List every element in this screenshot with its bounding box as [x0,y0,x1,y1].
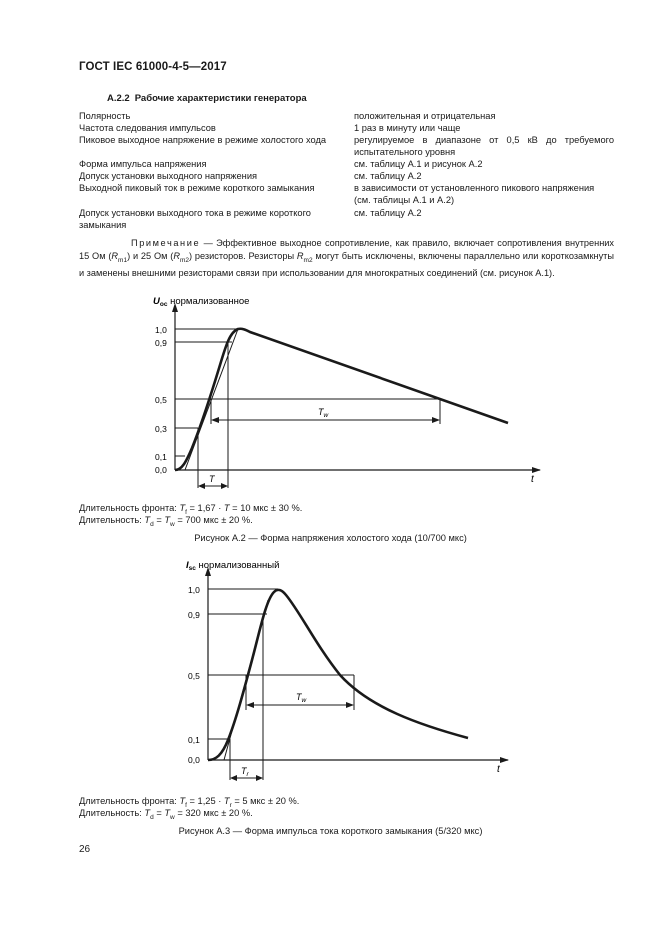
tick-label: 0,0 [155,465,167,475]
caption-subscript: f [185,801,187,809]
spec-value: регулируемое в диапазоне от 0,5 кВ до требуемого [354,135,614,145]
x-axis-arrow [500,757,509,763]
y-axis-label: $U_{oc}$ нормализованное [153,296,250,308]
x-axis-label: t [497,764,500,775]
fig-a3-caption-front [79,796,299,809]
tr-arrow-left [230,775,237,781]
spec-value: в зависимости от установленного пикового напряжения [354,183,595,193]
caption-subscript: d [150,520,154,528]
caption-text: Длительность фронта: [79,503,180,513]
tick-label: 0,0 [188,755,200,765]
tick-label: 0,1 [188,735,200,745]
figure-a2-diagram [0,292,661,492]
note-symbol: R [173,250,180,261]
note-text: Эффективное выходное сопротивление, как правило, включает сопротивления внутренних 15 Ом ( [79,238,614,261]
note-text: могут быть исключены, включены параллельно или короткозамкнуты и заменены внешними резисторами связи при использовании для многократных соединений (см. рисунок А.1). [79,250,614,279]
caption-text: Длительность: [79,515,145,525]
note-dash: — [200,238,217,248]
standard-header: ГОСТ IEC 61000-4-5—2017 [79,61,227,73]
caption-subscript: r [229,801,232,809]
caption-text: Длительность: [79,808,145,818]
section-heading [107,93,307,104]
spec-param: Пиковое выходное напряжение в режиме холостого хода [79,135,327,145]
caption-symbol: T [164,515,171,525]
fig-a2-caption-duration [79,515,253,528]
tw-arrow-left [246,702,254,708]
caption-subscript: w [170,813,175,821]
caption-text: = 10 мкс ± 30 %. [229,503,303,513]
note-subscript: m2 [303,256,313,264]
t-arrow-left [198,483,205,489]
tr-label: $T_r$ [241,766,249,778]
note-text: ) резисторов. Резисторы [189,250,297,261]
caption-subscript: w [170,520,175,528]
note-symbol: R [111,250,119,261]
spec-param: Выходной пиковый ток в режиме короткого замыкания [79,183,315,193]
spec-value: положительная и отрицательная [354,111,496,121]
tick-label: 0,5 [188,671,200,681]
caption-subscript: f [185,508,187,516]
spec-value: 1 раз в минуту или чаще [354,123,461,133]
spec-value-cont: испытательного уровня [354,147,456,157]
caption-text: = 5 мкс ± 20 %. [231,796,300,806]
note-text: ) и 25 Ом ( [127,250,174,261]
tw-arrow-right [432,417,440,423]
caption-text: = 700 мкс ± 20 %. [174,515,253,525]
caption-symbol: T [144,515,151,525]
spec-value: см. таблицу А.2 [354,208,422,218]
caption-symbol: T [144,808,151,818]
spec-param: Частота следования импульсов [79,123,216,133]
tick-label: 1,0 [155,325,167,335]
note-label: Примечание [131,238,201,248]
note-paragraph [79,237,614,280]
tick-label: 0,3 [155,424,167,434]
caption-text: = 1,67 · [186,503,224,513]
tick-label: 0,9 [155,338,167,348]
tw-label: $T_w$ [296,692,307,704]
fig-a3-caption-duration [79,808,253,821]
spec-value-cont: (см. таблицы А.1 и А.2) [354,195,455,205]
caption-text: = 320 мкс ± 20 %. [174,808,253,818]
figure-a3-title: Рисунок А.3 — Форма импульса тока короткого замыкания (5/320 мкс) [178,826,483,836]
note-symbol: R [296,250,304,261]
tr-arrow-right [256,775,263,781]
spec-param: Допуск установки выходного напряжения [79,171,258,181]
caption-symbol: T [179,503,186,513]
x-axis-arrow [532,467,541,473]
section-number: A.2.2 [107,93,130,104]
t-arrow-right [221,483,228,489]
fig-a2-caption-front [79,503,302,516]
caption-text: Длительность фронта: [79,796,180,806]
caption-text: = 1,25 · [186,796,224,806]
spec-param: Полярность [79,111,131,121]
t-label: T [209,474,215,484]
caption-symbol: T [223,503,230,513]
spec-value: см. таблицу А.1 и рисунок А.2 [354,159,483,169]
spec-param: Форма импульса напряжения [79,159,207,169]
caption-text: = [153,515,165,525]
y-axis-label: $I_{sc}$ нормализованный [186,560,280,572]
spec-param-cont: замыкания [79,220,127,230]
caption-text: = [153,808,165,818]
tick-label: 1,0 [188,585,200,595]
page-number: 26 [79,844,91,855]
spec-param: Допуск установки выходного тока в режиме короткого [79,208,311,218]
tick-label: 0,9 [188,610,200,620]
note-subscript: m2 [179,256,190,264]
tick-label: 0,1 [155,452,167,462]
spec-value: см. таблицу А.2 [354,171,422,181]
note-subscript: m1 [118,256,128,264]
figure-a2-title: Рисунок А.2 — Форма напряжения холостого хода (10/700 мкс) [194,533,467,543]
tw-label: $T_w$ [318,407,329,419]
caption-symbol: T [223,796,230,806]
caption-subscript: d [150,813,154,821]
caption-symbol: T [164,808,171,818]
caption-symbol: T [179,796,186,806]
section-title-text: Рабочие характеристики генератора [134,93,307,104]
tw-arrow-left [211,417,219,423]
tick-label: 0,5 [155,395,167,405]
x-axis-label: t [531,474,534,485]
tw-arrow-right [346,702,354,708]
figure-a3-diagram [0,555,661,790]
